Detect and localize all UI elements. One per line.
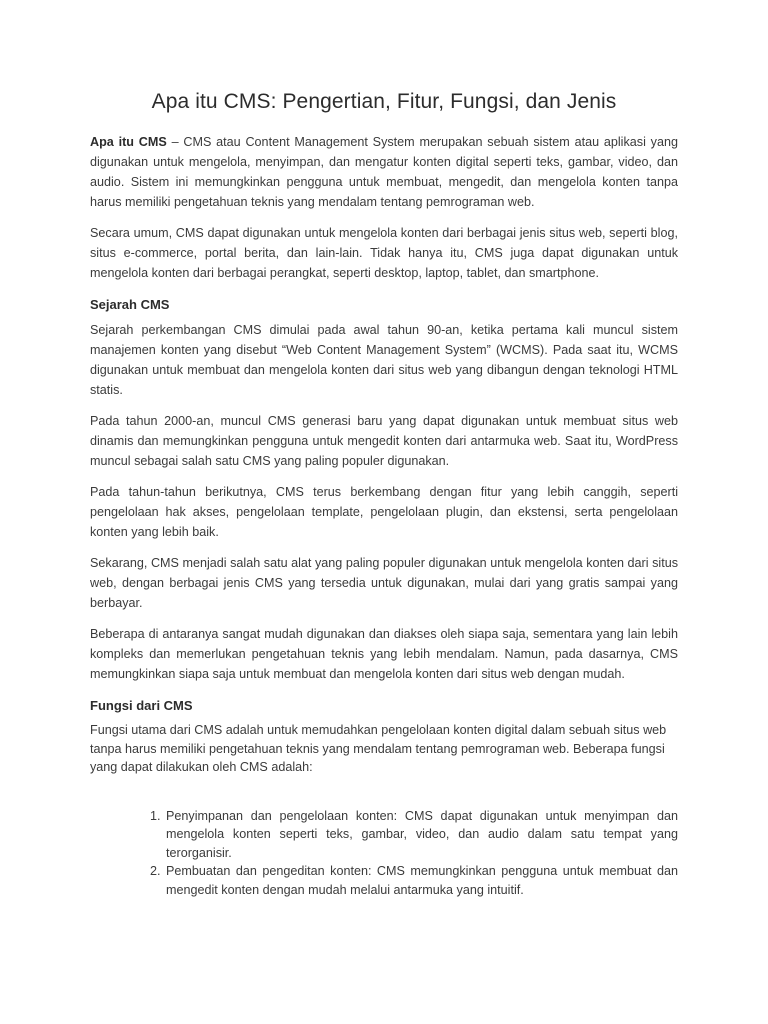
intro-paragraph-2: Secara umum, CMS dapat digunakan untuk mengelola konten dari berbagai jenis situs web, seperti blog, situs e-commerce, portal berita, dan lain-lain. Tidak hanya itu, CMS juga dapat digunakan untuk mengelola konten dari berbagai perangkat, seperti desktop, laptop, tablet, dan smartphone. [90, 226, 678, 280]
section-heading-sejarah: Sejarah CMS [90, 297, 170, 312]
intro-paragraph [90, 132, 678, 212]
intro-lead: Apa itu CMS [90, 135, 167, 149]
list-item: 1. Penyimpanan dan pengelolaan konten: CMS dapat digunakan untuk menyimpan dan mengelola konten seperti teks, gambar, video, dan audio dalam satu tempat yang terorganisir. [164, 807, 678, 863]
sejarah-paragraph-4: Sekarang, CMS menjadi salah satu alat yang paling populer digunakan untuk mengelola konten dari situs web, dengan berbagai jenis CMS yang tersedia untuk digunakan, mulai dari yang gratis sampai yang berbayar. [90, 556, 678, 610]
fungsi-list [90, 807, 678, 900]
list-item: 2. Pembuatan dan pengeditan konten: CMS memungkinkan pengguna untuk membuat dan mengedit konten dengan mudah melalui antarmuka yang intuitif. [164, 862, 678, 899]
sejarah-paragraph-2: Pada tahun 2000-an, muncul CMS generasi baru yang dapat digunakan untuk membuat situs web dinamis dan memungkinkan pengguna untuk mengedit konten dari antarmuka web. Saat itu, WordPress muncul sebagai salah satu CMS yang paling populer digunakan. [90, 414, 678, 468]
sejarah-paragraph-3: Pada tahun-tahun berikutnya, CMS terus berkembang dengan fitur yang lebih canggih, seperti pengelolaan hak akses, pengelolaan template, pengelolaan plugin, dan ekstensi, serta pengelolaan konten yang lebih baik. [90, 485, 678, 539]
intro-text: – CMS atau Content Management System merupakan sebuah sistem atau aplikasi yang digunakan untuk mengelola, menyimpan, dan mengatur konten digital seperti teks, gambar, video, dan audio. Sistem ini memungkinkan pengguna untuk membuat, mengedit, dan mengelola konten tanpa harus memiliki pengetahuan teknis yang mendalam tentang pemrograman web. [90, 135, 678, 209]
sejarah-paragraph-1: Sejarah perkembangan CMS dimulai pada awal tahun 90-an, ketika pertama kali muncul sistem manajemen konten yang disebut “Web Content Management System” (WCMS). Pada saat itu, WCMS digunakan untuk membuat dan mengelola konten dari situs web yang dibangun dengan teknologi HTML statis. [90, 323, 678, 397]
sejarah-paragraph-5: Beberapa di antaranya sangat mudah digunakan dan diakses oleh siapa saja, sementara yang lain lebih kompleks dan memerlukan pengetahuan teknis yang lebih mendalam. Namun, pada dasarnya, CMS memungkinkan siapa saja untuk membuat dan mengelola konten dari situs web dengan mudah. [90, 627, 678, 681]
page-title: Apa itu CMS: Pengertian, Fitur, Fungsi, dan Jenis [151, 90, 617, 113]
fungsi-intro: Fungsi utama dari CMS adalah untuk memudahkan pengelolaan konten digital dalam sebuah situs web tanpa harus memiliki pengetahuan teknis yang mendalam tentang pemrograman web. Beberapa fungsi yang dapat dilakukan oleh CMS adalah: [90, 723, 667, 774]
section-heading-fungsi: Fungsi dari CMS [90, 698, 193, 713]
